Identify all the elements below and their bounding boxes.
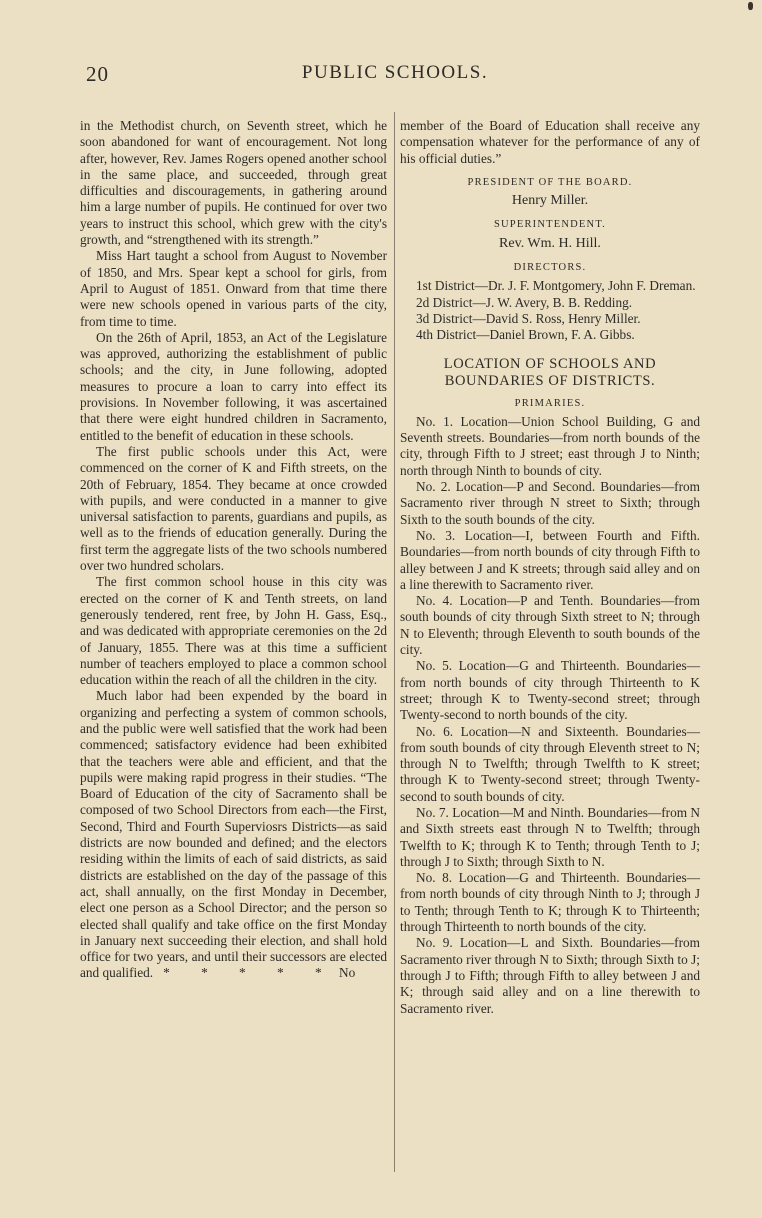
paragraph: member of the Board of Education shall receive any compensation whatever for the performance of any of his official duties.” [400, 118, 700, 166]
director-entry: 4th District—Daniel Brown, F. A. Gibbs. [416, 327, 635, 343]
primary-entry: No. 2. Location—P and Second. Boundaries—from Sacramento river through N street to Sixth; through Sixth to the south bounds of the city. [400, 479, 700, 527]
paragraph-with-quote [80, 688, 387, 981]
primary-entry: No. 3. Location—I, between Fourth and Fifth. Boundaries—from north bounds of city through Fifth to alley between J and K streets; through said alley and on a line therewith to Sacramento river. [400, 527, 700, 592]
page-header [86, 62, 704, 88]
ink-mark [748, 2, 753, 10]
president-heading: PRESIDENT OF THE BOARD. [467, 176, 633, 188]
column-divider [394, 112, 395, 1172]
page-number: 20 [86, 62, 109, 86]
director-entry: 2d District—J. W. Avery, B. B. Redding. [416, 294, 633, 310]
directors-heading: DIRECTORS. [513, 262, 587, 274]
superintendent-heading: SUPERINTENDENT. [493, 219, 606, 231]
primary-entry: No. 7. Location—M and Ninth. Boundaries—from N and Sixth streets east through N to Twelfth; through Twelfth to K; through K to Tenth; through Tenth to J; through J to Sixth; through Sixth to N. [400, 804, 700, 869]
paragraph: in the Methodist church, on Seventh street, which he soon abandoned for want of encouragement. Not long after, however, Rev. James Rogers opened another school in the same place, and succeeded, through great difficulties and discouragements, in gathering around him a large number of pupils. He continued for over two years to instruct this school, which grew with the city's growth, and “strengthened with its strength.” [80, 118, 387, 248]
primary-entry: No. 9. Location—L and Sixth. Boundaries—from Sacramento river through N to Sixth; through Sixth to J; through J to Fifth; through Fifth to alley between J and K; through said alley and on a line therewith to Sacramento river. [400, 935, 700, 1016]
primaries-heading: PRIMARIES. [514, 397, 586, 409]
primary-entry: No. 4. Location—P and Tenth. Boundaries—from south bounds of city through Sixth street to N; through N to Eleventh; through Eleventh to south bounds of the city. [400, 593, 700, 658]
primary-entry: No. 6. Location—N and Sixteenth. Boundaries—from south bounds of city through Eleventh street to N; through N to Twelfth; through Twelfth to K street; through K to Twenty-second street; through Twenty-second to south bounds of city. [400, 723, 700, 804]
paragraph-text: Much labor had been expended by the board in organizing and perfecting a system of common schools, and the public were well satisfied that the work had been commenced; satisfactory evidence had been exhibited that the teachers were able and efficient, and that the pupils were making rapid progress in their studies. “The Board of Education of the city of Sacramento shall be composed of two School Directors from each—the First, Second, Third and Fourth Superviosrs Districts—as said districts are now bounded and defined; and the electors residing within the limits of each of said districts, as said districts are established on the day of the passage of this act, shall annually, on the first Monday in December, elect one person as a School Director; and the person so elected shall qualify and take office on the first Monday in January next succeeding their election, and shall hold office for two years, and until their successors are elected and qualified. [80, 688, 387, 981]
primary-entry: No. 5. Location—G and Thirteenth. Boundaries—from north bounds of city through Thirteenth to K street; through K to Twenty-second street; through Twenty-second to north bounds of the city. [400, 658, 700, 723]
paragraph: On the 26th of April, 1853, an Act of the Legislature was approved, authorizing the establishment of public schools; and the city, in June following, adopted measures to procure a loan to carry into effect its provisions. In November following, it was ascertained that there were eight hundred children in Sacramento, entitled to the benefit of education in these schools. [80, 329, 387, 443]
ellipsis-stars: * * * * * [163, 965, 336, 981]
paragraph: Miss Hart taught a school from August to November of 1850, and Mrs. Spear kept a school for girls, from April to August of 1851. Onward from that time there were new schools opened in various parts of the city, from time to time. [80, 248, 387, 329]
left-column [80, 118, 387, 982]
superintendent-name: Rev. Wm. H. Hill. [499, 235, 601, 251]
section-title: LOCATION OF SCHOOLS AND BOUNDARIES OF DISTRICTS. [443, 355, 657, 389]
paragraph: The first common school house in this city was erected on the corner of K and Tenth streets, on land generously tendered, rent free, by John H. Gass, Esq., and was dedicated with appropriate ceremonies on the 2d of January, 1855. There was at this time a sufficient number of teachers employed to place a common school education within the reach of all the children in the city. [80, 574, 387, 688]
paragraph: The first public schools under this Act, were commenced on the corner of K and Fifth streets, on the 20th of February, 1854. They became at once crowded with pupils, and were conducted in a manner to give universal satisfaction to parents, guardians and pupils, as well as to the friends of education generally. During the first term the aggregate lists of the two schools numbered over two hundred scholars. [80, 443, 387, 574]
right-column [400, 118, 700, 1017]
running-title: PUBLIC SCHOOLS. [301, 62, 489, 83]
director-entry: 3d District—David S. Ross, Henry Miller. [416, 310, 641, 326]
director-entry: 1st District—Dr. J. F. Montgomery, John F. Dreman. [416, 278, 696, 294]
president-name: Henry Miller. [511, 193, 589, 209]
primary-entry: No. 8. Location—G and Thirteenth. Boundaries—from north bounds of city through Ninth to J; through J to Tenth; through Tenth to K; through K to Thirteenth; through Thirteenth to north bounds of the city. [400, 870, 700, 935]
primary-entry: No. 1. Location—Union School Building, G and Seventh streets. Boundaries—from north bounds of the city, through Fifth to J street; east through J to Ninth; north through Ninth to bounds of city. [400, 413, 700, 478]
continued-word: No [338, 965, 356, 981]
